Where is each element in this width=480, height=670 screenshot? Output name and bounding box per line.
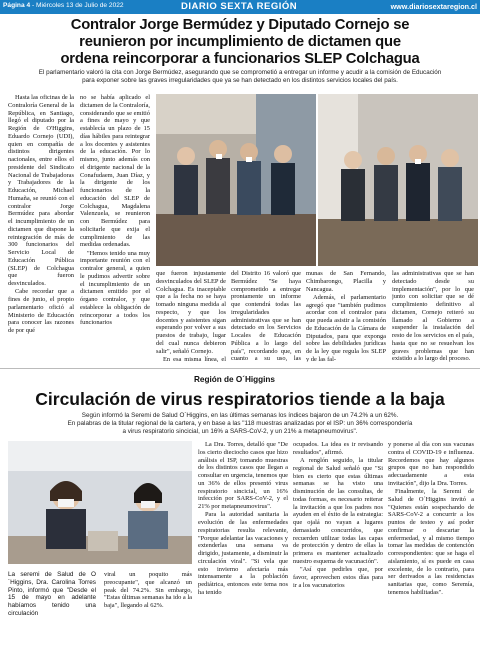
section-tag: Región de O´Higgins (194, 375, 275, 384)
photo-caption: La seremi de Salud de O´Higgins, Dra. Carolina Torres Pinto, informó que "Desde el 15 de mayo en adelante habíamos tenido una circulación (8, 571, 96, 617)
headline-line-1: Contralor Jorge Bermúdez y Diputado Cornejo se (70, 17, 410, 33)
deck2-line-1: Según informó la Seremi de Salud O´Higgins, en las últimas semanas los índices bajaron de un 74.2% a un 62%. (81, 412, 399, 419)
meeting-photo-1 (156, 94, 316, 266)
article1-column-3: que fueron injustamente desvinculados del SLEP de Colchagua. Es inaceptable que a la fecha no se haya tomado ninguna medida al respecto, y que los docentes y asistentes sigan esperando por volver a sus puestos de trabajo, lugar del cual nunca debieron salir", señaló Cornejo. En esa misma línea, el (156, 270, 226, 362)
headline-line-3: ordena reincorporar a funcionarios SLEP Colchagua (60, 51, 420, 67)
article1-column-5: munas de San Fernando, Chimbarongo, Placilla y Nancagua. Además, el parlamentario agregó que "también pudimos acordar con el contralor para que pueda asistir a la comisión de Educación de la Cámara de Diputados, para que exponga sobre las debilidades jurídicas de la ley que regula los SLEP y de las fal- (306, 270, 386, 362)
headline-2: Circulación de virus respiratorios tiende a la baja (35, 389, 445, 409)
article2-column-d: y ponerse al día con sus vacunas contra el COVID-19 e influenza. Recordemos que hay algunos grupos que no han respondido adecuadamente a esta invitación", dijo la Dra. Torres. Finalmente, la Seremi de Salud de O´Higgins invitó a "Quienes están sospechando de SARS-CoV-2 a concurrir a los puntos de testeo y así poder confirmar o descartar la enfermedad, y al mismo tiempo tomar las medidas de contención correspondientes: que se haga el aislamiento, sí es puede en casa excelente, de lo contrario, para ser derivados a las residencias sanitarias que, como Seremía, tenemos habilitadas". (388, 441, 474, 596)
article2-column-a: viral un poquito más preocupante", que alcanzó un peak del 74.2%. Sin embargo, "Estas últimas semanas ha ido a la baja", llegando al 62%. (104, 571, 192, 609)
headline-line-2: reunieron por incumplimiento de dictamen que (79, 34, 401, 50)
article1-column-1: Hasta las oficinas de la Contraloría General de la República, en Santiago, llegó el diputado por la Región de O'Higgins, Eduardo Cornejo (UDI), quien en compañía de distintos dirigentes nacionales, entre ellos el presidente del Sindicato Nacional de Trabajadoras y Trabajadores de la Educación, Michael Humaña, se reunió con el contralor Jorge Bermúdez para abordar el incumplimiento de un dictamen que dispone la reintegración de más de 300 funcionarios del Servicio Local de Educación Pública (SLEP) de Colchagua que fueron desvinculados. Cabe recordar que a fines de junio, el propio parlamentario ofició al Ministerio de Educación para conocer las razones de por qué (8, 94, 74, 334)
website: www.diariosextaregion.cl (390, 2, 477, 11)
page-info: Página 4 - Miércoles 13 de Julio de 2022 (3, 2, 124, 9)
deck2-line-2: En palabras de la titular regional de la cartera, y en base a las "118 muestras analizadas por el ISP: un 36% correspondería (67, 420, 413, 427)
deck-line-1: El parlamentario valoró la cita con Jorge Bermúdez, asegurando que se comprometió a entregar un informe y acudir a la comisión de Educación (38, 69, 442, 76)
article1-column-2: no se había aplicado el dictamen de la Contraloría, considerando que se emitió a fines de mayo y que establecía un plazo de 15 días hábiles para reintegrar a los docentes y asistentes de la educación. Por lo mismo, junto además con el dirigente nacional de la Conafudaem, Juan Díaz, y la dirigente de los funcionarios de la educación del SLEP de Colchagua, Magdalena Valenzuela, se reunieron con Bermúdez para solicitarle que exija el cumplimiento de las medidas ordenadas. "Hemos tenido una muy importante reunión con el contralor general, a quien le pudimos advertir sobre el incumplimiento de un dictamen emitido por el órgano contralor, y que establece la obligación de reincorporar a todos los funcionarios (80, 94, 150, 327)
page-header (0, 0, 480, 14)
section-divider (0, 368, 480, 369)
deck-line-2: para exponer sobre las graves irregularidades que ya se han detectado en los distintos servicios locales del país. (82, 77, 398, 84)
deck2-line-3: a virus respiratorio sincicial, un 16% a SARS-CoV-2, y un 21% a metapneumovirus". (122, 428, 358, 435)
meeting-photo-2 (318, 94, 478, 266)
article2-column-b: La Dra. Torres, detalló que "De los cierto dieciocho casos que hizo análisis el ISP, tomando muestras de los distintos casos que llegan a consultar en urgencia, tenemos que un 36% de ellos presentó virus respiratorio sincicial, un 16% infección por SARS-CoV-2, y el 21% por metapneumovirus". Para la autoridad sanitaria la evolución de las enfermedades respiratorias resulta relevante, "Porque adelantar las vacaciones y extenderlas una semana va dirigido, justamente, a disminuir la circulación viral". "Si vela que esto invierno afectaría más intensamente a la población pediátrica, entonces este tema nos ha tenido (198, 441, 288, 596)
masthead: DIARIO SEXTA REGIÓN (181, 1, 298, 12)
article1-column-4: del Distrito 16 valoró que Bermúdez "Se haya comprometido a entregar prontamente un informe que contendrá todas las irregularidades administrativas que se han detectado en los Servicios Locales de Educación Pública a lo largo del país", recordando que, en cuanto a su uso, las (231, 270, 301, 362)
article1-column-6: las administrativas que se han detectado desde su implementación", por lo que junto con solicitar que se dé cumplimiento definitivo al dictamen, Cornejo reiteró su llamado al Gobierno a suspender la instalación del resto de los servicios en el país, hasta que no se resuelvan los graves problemas que han existido a lo largo del proceso. (392, 270, 474, 362)
article2-column-c: ocupados. La idea es ir revisando resultados", afirmó. A renglón seguido, la titular regional de Salud señaló que "Si bien es cierto que estas últimas semanas se ha visto una disminución de las consultas, de todas formas, es necesario reiterar la invitación a que los padres nos ayuden en el éxito de la estrategia: que ojalá no vayan a lugares demasiado concurridos, que recuerden utilizar todas las capas de protección y dentro de ellas la primera es mantener actualizado nuestro esquema de vacunación". "Así que pedirles que, por favor, aprovechen estos días para ir a los vacunatorios (293, 441, 383, 589)
seremi-photo (8, 441, 192, 564)
